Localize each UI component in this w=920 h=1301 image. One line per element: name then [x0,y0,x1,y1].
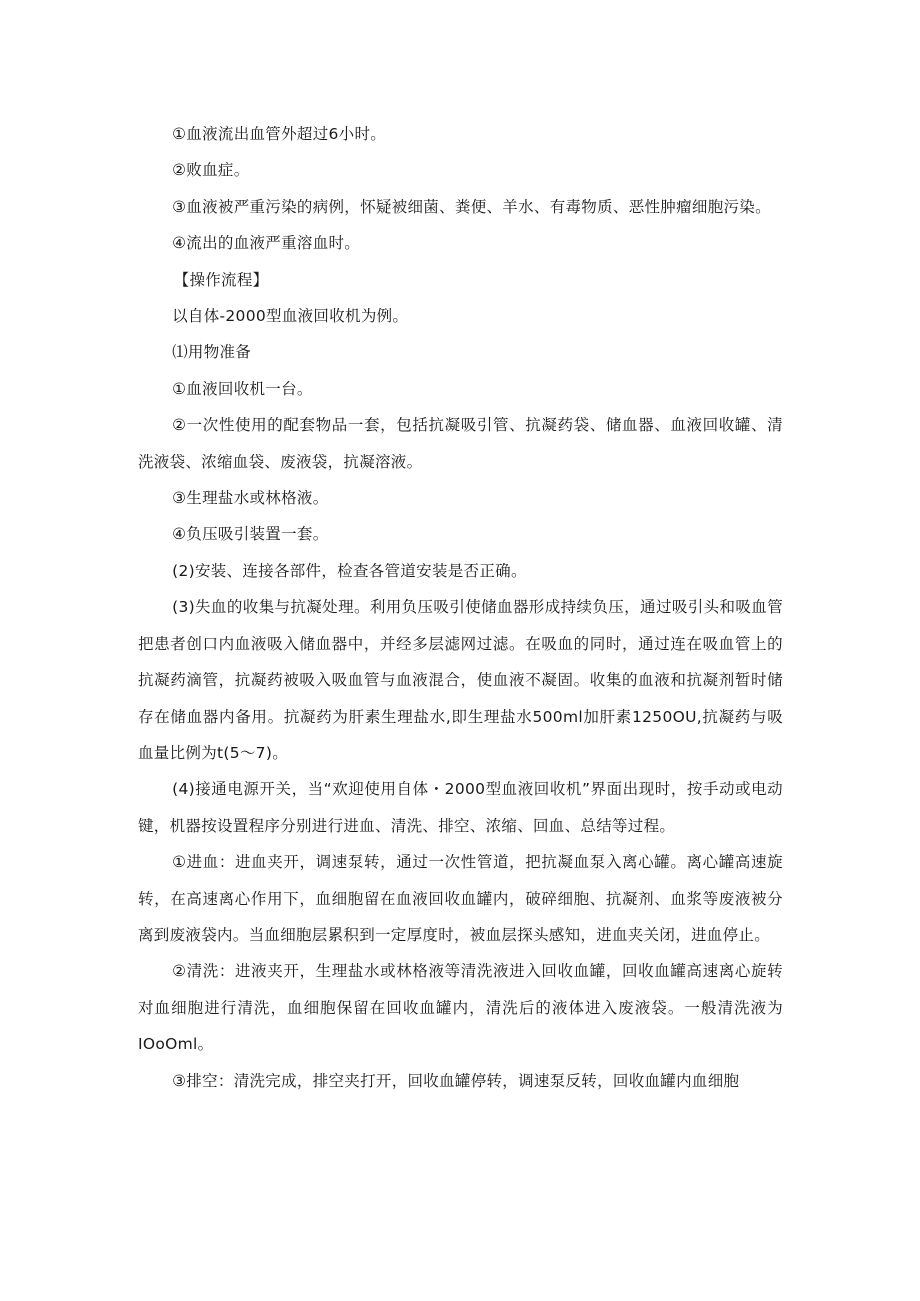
paragraph-supplies-heading: ⑴用物准备 [172,343,252,362]
paragraph-contraindication-3: ③血液被严重污染的病例，怀疑被细菌、粪便、羊水、有毒物质、恶性肿瘤细胞污染。 [172,197,771,216]
paragraph-washing: ②清洗：进液夹开，生理盐水或林格液等清洗液进入回收血罐，回收血罐高速离心旋转对血细胞进行清洗，血细胞保留在回收血罐内，清洗后的液体进入废液袋。一般清洗液为IOoOml。 [138,962,783,1054]
paragraph-step-2: (2)安装、连接各部件，检查各管道安装是否正确。 [172,561,527,580]
paragraph-supply-1: ①血液回收机一台。 [172,379,313,398]
paragraph-supply-2: ②一次性使用的配套物品一套，包括抗凝吸引管、抗凝药袋、储血器、血液回收罐、清洗液袋、浓缩血袋、废液袋，抗凝溶液。 [138,416,783,471]
paragraph-supply-3: ③生理盐水或林格液。 [172,489,329,508]
paragraph-example-machine: 以自体-2000型血液回收机为例。 [172,307,409,326]
paragraph-step-4: (4)接通电源开关，当“欢迎使用自体・2000型血液回收机”界面出现时，按手动或电动键，机器按设置程序分别进行进血、清洗、排空、浓缩、回血、总结等过程。 [138,780,783,835]
paragraph-emptying: ③排空：清洗完成，排空夹打开，回收血罐停转，调速泵反转，回收血罐内血细胞 [172,1071,740,1090]
paragraph-contraindication-2: ②败血症。 [172,161,250,180]
section-heading-procedure: 【操作流程】 [173,270,269,289]
paragraph-step-3: (3)失血的收集与抗凝处理。利用负压吸引使储血器形成持续负压，通过吸引头和吸血管把患者创口内血液吸入储血器中，并经多层滤网过滤。在吸血的同时，通过连在吸血管上的抗凝药滴管，抗凝药被吸入吸血管与血液混合，使血液不凝固。收集的血液和抗凝剂暂时储存在储血器内备用。抗凝药为肝素生理盐水,即生理盐水500ml加肝素1250OU,抗凝药与吸血量比例为t(5〜7)。 [138,598,783,762]
paragraph-contraindication-1: ①血液流出血管外超过6小时。 [172,125,387,143]
paragraph-contraindication-4: ④流出的血液严重溶血时。 [172,234,361,253]
paragraph-supply-4: ④负压吸引装置一套。 [172,525,329,544]
document-body [138,116,783,1099]
paragraph-blood-inflow: ①进血：进血夹开，调速泵转，通过一次性管道，把抗凝血泵入离心罐。离心罐高速旋转，在高速离心作用下，血细胞留在血液回收血罐内，破碎细胞、抗凝剂、血浆等废液被分离到废液袋内。当血细胞层累积到一定厚度时，被血层探头感知，进血夹关闭，进血停止。 [138,853,783,944]
